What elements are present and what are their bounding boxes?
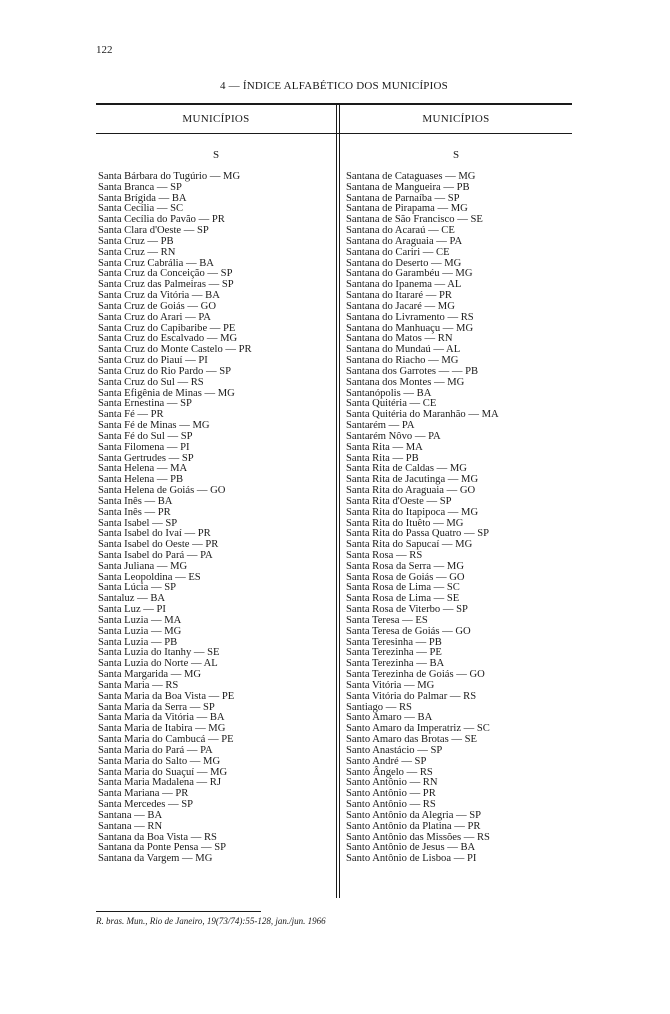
municipality-entry: Santa Maria Madalena — RJ	[98, 777, 221, 789]
municipality-entry: Santa Rita — MA	[346, 441, 423, 453]
municipality-list-left	[98, 172, 334, 865]
municipality-entry: Santa Juliana — MG	[98, 560, 188, 572]
footer-rule	[96, 911, 261, 912]
municipality-entry: Santa Maria do Salto — MG	[98, 755, 221, 767]
municipality-entry: Santa Rita do Sapucaí — MG	[346, 539, 473, 551]
municipality-entry: Santa Maria da Serra — SP	[98, 701, 215, 713]
municipality-entry: Santana do Araguaia — PA	[346, 235, 463, 247]
municipality-entry: Santa Isabel do Pará — PA	[98, 549, 213, 561]
municipality-entry: Santa Isabel do Ivaí — PR	[98, 528, 211, 540]
municipality-entry: Santa Rosa de Goiás — GO	[346, 571, 465, 583]
municipality-entry: Santa Maria da Vitória — BA	[98, 712, 225, 724]
municipality-entry: Santana — RN	[98, 820, 163, 832]
municipality-entry: Santa Luz — PI	[98, 604, 166, 616]
municipality-entry: Santana — BA	[98, 809, 163, 821]
municipality-entry: Santa Branca — SP	[98, 181, 182, 193]
municipality-entry: Santo Amaro das Brotas — SE	[346, 734, 477, 746]
municipality-entry: Santa Rita do Ituêto — MG	[346, 517, 464, 529]
municipality-entry: Santa Rita — PB	[346, 452, 419, 464]
municipality-entry: Santa Rosa da Serra — MG	[346, 560, 464, 572]
municipality-entry: Santa Rosa de Lima — SC	[346, 582, 460, 594]
municipality-entry: Santa Quitéria do Maranhão — MA	[346, 409, 499, 421]
municipality-entry: Santa Rita do Itapipoca — MG	[346, 506, 479, 518]
municipality-entry: Santo Antônio da Alegria — SP	[346, 809, 482, 821]
municipality-entry: Santa Isabel — SP	[98, 517, 178, 529]
municipality-entry: Santa Cruz do Piauí — PI	[98, 355, 208, 367]
municipality-entry: Santa Luzia do Norte — AL	[98, 658, 218, 670]
municipality-entry: Santa Cruz da Vitória — BA	[98, 290, 220, 302]
municipality-entry: Santana da Ponte Pensa — SP	[98, 842, 226, 854]
municipality-entry: Santa Filomena — PI	[98, 441, 190, 453]
municipality-entry: Santa Rita do Passa Quatro — SP	[346, 528, 490, 540]
municipality-entry: Santana do Riacho — MG	[346, 355, 459, 367]
municipality-entry: Santa Inês — BA	[98, 495, 173, 507]
column-header-right: MUNICÍPIOS	[422, 113, 490, 125]
municipality-entry: Santa Rosa de Lima — SE	[346, 593, 460, 605]
municipality-entry: Santana de Parnaíba — SP	[346, 192, 460, 204]
municipality-entry: Santa Cruz — RN	[98, 246, 176, 258]
municipality-entry: Santa Maria da Boa Vista — PE	[98, 690, 235, 702]
municipality-entry: Santa Cruz de Goiás — GO	[98, 300, 216, 312]
municipality-entry: Santa Leopoldina — ES	[98, 571, 201, 583]
municipality-entry: Santa Teresa de Goiás — GO	[346, 625, 471, 637]
page-number: 122	[96, 44, 113, 56]
municipality-entry: Santanópolis — BA	[346, 387, 432, 399]
municipality-entry: Santa Rosa de Viterbo — SP	[346, 604, 468, 616]
municipality-entry: Santa Cruz das Palmeiras — SP	[98, 279, 234, 291]
municipality-entry: Santa Margarida — MG	[98, 669, 202, 681]
municipality-entry: Santana do Mundaú — AL	[346, 344, 461, 356]
municipality-entry: Santa Cecília do Pavão — PR	[98, 214, 225, 226]
top-rule	[96, 103, 572, 105]
municipality-entry: Santa Maria do Pará — PA	[98, 744, 213, 756]
municipality-entry: Santo Antônio — RS	[346, 799, 436, 811]
municipality-entry: Santa Rosa — RS	[346, 549, 423, 561]
municipality-entry: Santa Efigênia de Minas — MG	[98, 387, 235, 399]
municipality-entry: Santa Helena — MA	[98, 463, 188, 475]
municipality-entry: Santana de Cataguases — MG	[346, 171, 476, 182]
municipality-list-right	[346, 172, 570, 865]
municipality-entry: Santa Gertrudes — SP	[98, 452, 194, 464]
column-header-left: MUNICÍPIOS	[182, 113, 250, 125]
municipality-entry: Santa Terezinha — BA	[346, 658, 445, 670]
municipality-entry: Santa Cruz da Conceição — SP	[98, 268, 233, 280]
municipality-entry: Santa Rita de Caldas — MG	[346, 463, 467, 475]
section-letter-right: S	[452, 149, 460, 161]
municipality-entry: Santa Cruz do Sul — RS	[98, 376, 204, 388]
municipality-entry: Santa Ernestina — SP	[98, 398, 192, 410]
municipality-entry: Santa Vitória do Palmar — RS	[346, 690, 477, 702]
municipality-entry: Santa Mercedes — SP	[98, 799, 194, 811]
municipality-entry: Santo Antônio da Platina — PR	[346, 820, 481, 832]
municipality-entry: Santa Cruz do Arari — PA	[98, 311, 211, 323]
municipality-entry: Santana do Manhuaçu — MG	[346, 322, 474, 334]
municipality-entry: Santa Maria — RS	[98, 679, 179, 691]
municipality-entry: Santa Brígida — BA	[98, 192, 187, 204]
municipality-entry: Santo Anastácio — SP	[346, 744, 443, 756]
municipality-entry: Santa Cruz do Escalvado — MG	[98, 333, 238, 345]
municipality-entry: Santa Teresinha — PB	[346, 636, 442, 648]
municipality-entry: Santa Helena de Goiás — GO	[98, 485, 226, 497]
municipality-entry: Santana dos Garrotes — — PB	[346, 365, 479, 377]
municipality-entry: Santana de Pirapama — MG	[346, 203, 468, 215]
municipality-entry: Santa Maria do Cambucá — PE	[98, 734, 234, 746]
municipality-entry: Santa Luzia — MA	[98, 614, 182, 626]
municipality-entry: Santaluz — BA	[98, 593, 166, 605]
municipality-entry: Santiago — RS	[346, 701, 412, 713]
municipality-entry: Santo Ângelo — RS	[346, 766, 433, 778]
municipality-entry: Santana do Ipanema — AL	[346, 279, 462, 291]
municipality-entry: Santa Helena — PB	[98, 474, 184, 486]
municipality-entry: Santa Rita de Jacutinga — MG	[346, 474, 479, 486]
municipality-entry: Santa Cruz do Monte Castelo — PR	[98, 344, 252, 356]
municipality-entry: Santa Teresa — ES	[346, 614, 428, 626]
index-table	[96, 103, 572, 898]
page-title: 4 — ÍNDICE ALFABÉTICO DOS MUNICÍPIOS	[220, 80, 448, 92]
municipality-entry: Santa Maria do Suaçuí — MG	[98, 766, 228, 778]
municipality-entry: Santa Bárbara do Tugúrio — MG	[98, 171, 241, 182]
citation-footer: R. bras. Mun., Rio de Janeiro, 19(73/74):55-128, jan./jun. 1966	[96, 916, 326, 926]
municipality-entry: Santo Antônio de Lisboa — PI	[346, 853, 477, 865]
municipality-entry: Santa Terezinha de Goiás — GO	[346, 669, 485, 681]
municipality-entry: Santana do Deserto — MG	[346, 257, 462, 269]
municipality-entry: Santo Antônio de Jesus — BA	[346, 842, 476, 854]
municipality-entry: Santa Rita do Araguaia — GO	[346, 485, 476, 497]
municipality-entry: Santana do Garambéu — MG	[346, 268, 473, 280]
municipality-entry: Santana do Cariri — CE	[346, 246, 450, 258]
municipality-entry: Santana do Itararé — PR	[346, 290, 452, 302]
municipality-entry: Santana do Acaraú — CE	[346, 225, 455, 237]
municipality-entry: Santana dos Montes — MG	[346, 376, 465, 388]
municipality-entry: Santo Antônio — RN	[346, 777, 438, 789]
municipality-entry: Santana do Jacaré — MG	[346, 300, 455, 312]
municipality-entry: Santarém Nôvo — PA	[346, 430, 441, 442]
municipality-entry: Santa Luzia — PB	[98, 636, 178, 648]
municipality-entry: Santana de Mangueira — PB	[346, 181, 470, 193]
municipality-entry: Santa Clara d'Oeste — SP	[98, 225, 209, 237]
municipality-entry: Santa Cruz do Capibaribe — PE	[98, 322, 236, 334]
section-letter-left: S	[212, 149, 220, 161]
municipality-entry: Santa Lúcia — SP	[98, 582, 176, 594]
header-rule	[96, 133, 572, 134]
municipality-entry: Santa Rita d'Oeste — SP	[346, 495, 452, 507]
municipality-entry: Santo Amaro — BA	[346, 712, 433, 724]
municipality-entry: Santana de São Francisco — SE	[346, 214, 483, 226]
column-divider	[336, 103, 337, 898]
municipality-entry: Santa Cruz do Rio Pardo — SP	[98, 365, 232, 377]
municipality-entry: Santa Cruz Cabrália — BA	[98, 257, 214, 269]
municipality-entry: Santana do Matos — RN	[346, 333, 453, 345]
municipality-entry: Santana do Livramento — RS	[346, 311, 474, 323]
municipality-entry: Santa Vitória — MG	[346, 679, 435, 691]
municipality-entry: Santo Antônio das Missões — RS	[346, 831, 490, 843]
municipality-entry: Santo André — SP	[346, 755, 427, 767]
municipality-entry: Santa Terezinha — PE	[346, 647, 442, 659]
municipality-entry: Santa Fé de Minas — MG	[98, 420, 210, 432]
municipality-entry: Santa Mariana — PR	[98, 788, 189, 800]
municipality-entry: Santa Cruz — PB	[98, 235, 174, 247]
municipality-entry: Santarém — PA	[346, 420, 415, 432]
municipality-entry: Santa Inês — PR	[98, 506, 171, 518]
municipality-entry: Santana da Vargem — MG	[98, 853, 213, 865]
municipality-entry: Santa Cecília — SC	[98, 203, 184, 215]
municipality-entry: Santa Luzia do Itanhy — SE	[98, 647, 220, 659]
municipality-entry: Santa Quitéria — CE	[346, 398, 437, 410]
municipality-entry: Santo Amaro da Imperatriz — SC	[346, 723, 490, 735]
municipality-entry: Santa Luzia — MG	[98, 625, 182, 637]
municipality-entry: Santana da Boa Vista — RS	[98, 831, 217, 843]
column-divider-inner	[339, 103, 340, 898]
municipality-entry: Santa Isabel do Oeste — PR	[98, 539, 219, 551]
municipality-entry: Santa Fé do Sul — SP	[98, 430, 193, 442]
municipality-entry: Santo Antônio — PR	[346, 788, 436, 800]
municipality-entry: Santa Fé — PR	[98, 409, 164, 421]
municipality-entry: Santa Maria de Itabira — MG	[98, 723, 226, 735]
